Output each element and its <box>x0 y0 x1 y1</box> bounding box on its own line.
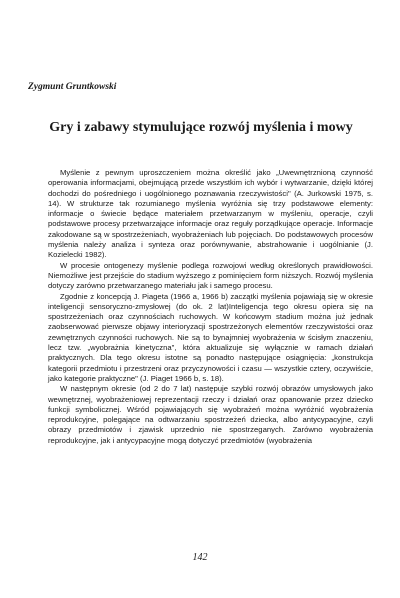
page-number: 142 <box>192 552 208 563</box>
paragraph: W procesie ontogenezy myślenie podlega rozwojowi według określonych prawidłowości. Niemożliwe jest przejście do stadium wyższego z pominięciem form niższych. Rozwój myślenia dotyczy zarówno przetwarzanego materiału jak i samego procesu. <box>48 260 373 291</box>
paragraph: Zgodnie z koncepcją J. Piageta (1966 a, 1966 b) zaczątki myślenia pojawiają się w okresie inteligencji sensoryczno-zmysłowej (do ok. 2 lat)Inteligencja tego okresu opiera się na spostrzeżeniach oraz czynnościach ruchowych. W końcowym stadium można już jednak zaobserwować pierwsze objawy interioryzacji spostrzeżonych elementów rzeczywistości oraz zewnętrznych czynności ruchowych. Nie są to bynajmniej wyobrażenia w ścisłym znaczeniu, lecz tzw. „wyobrażnia kinetyczna", która aktualizuje się wyłącznie w ramach działań praktycznych. Dla tego okresu istotne są ponadto następujące osiągnięcia: „konstrukcja kategorii przedmiotu i przestrzeni oraz przyczynowości i czasu — wszystkie cztery, oczywiście, jako kategorie praktyczne" (J. Piaget 1966 b, s. 18). <box>48 291 373 383</box>
chapter-title: Gry i zabawy stymulujące rozwój myślenia i mowy <box>49 120 353 135</box>
body-text <box>48 168 373 446</box>
author-name: Zygmunt Gruntkowski <box>28 82 117 92</box>
paragraph: W następnym okresie (od 2 do 7 lat) następuje szybki rozwój obrazów umysłowych jako wewnętrznej, wyobrażeniowej reprezentacji rzeczy i działań oraz opanowanie przez dziecko funkcji symbolicznej. Wśród pojawiających się wyobrażeń można wyróżnić wyobrażenia reprodukcyjne, polegające na odtwarzaniu spostrzeżeń dziecka, albo antycypacyjne, czyli obrazy przedmiotów i zjawisk uprzednio nie spostrzeganych. Zarówno wyobrażenia reprodukcyjne, jak i antycypacyjne mogą dotyczyć przedmiotów (wyobrażenia <box>48 384 373 445</box>
paragraph: Myślenie z pewnym uproszczeniem można określić jako „Uwewnętrznioną czynność operowania informacjami, obejmującą przede wszystkim ich wybór i wytwarzanie, dzięki której dochodzi do pośredniego i uogólnionego poznawania rzeczywistości" (A. Jurkowski 1975, s. 14). W strukturze tak rozumianego myślenia wyróżnia się trzy podstawowe elementy: informacje o świecie będące materiałem przetwarzanym w myśleniu, operacje, czyli podstawowe procesy przetwarzające informacje oraz reguły porządkujące operacje. Informacje zakodowane są w spostrzeżeniach, wyobrażeniach lub pojęciach. Do podstawowych procesów myślenia należy analiza i synteza oraz porównywanie, abstrahowanie i uogólnianie (J. Kozielecki 1982). <box>48 168 373 260</box>
